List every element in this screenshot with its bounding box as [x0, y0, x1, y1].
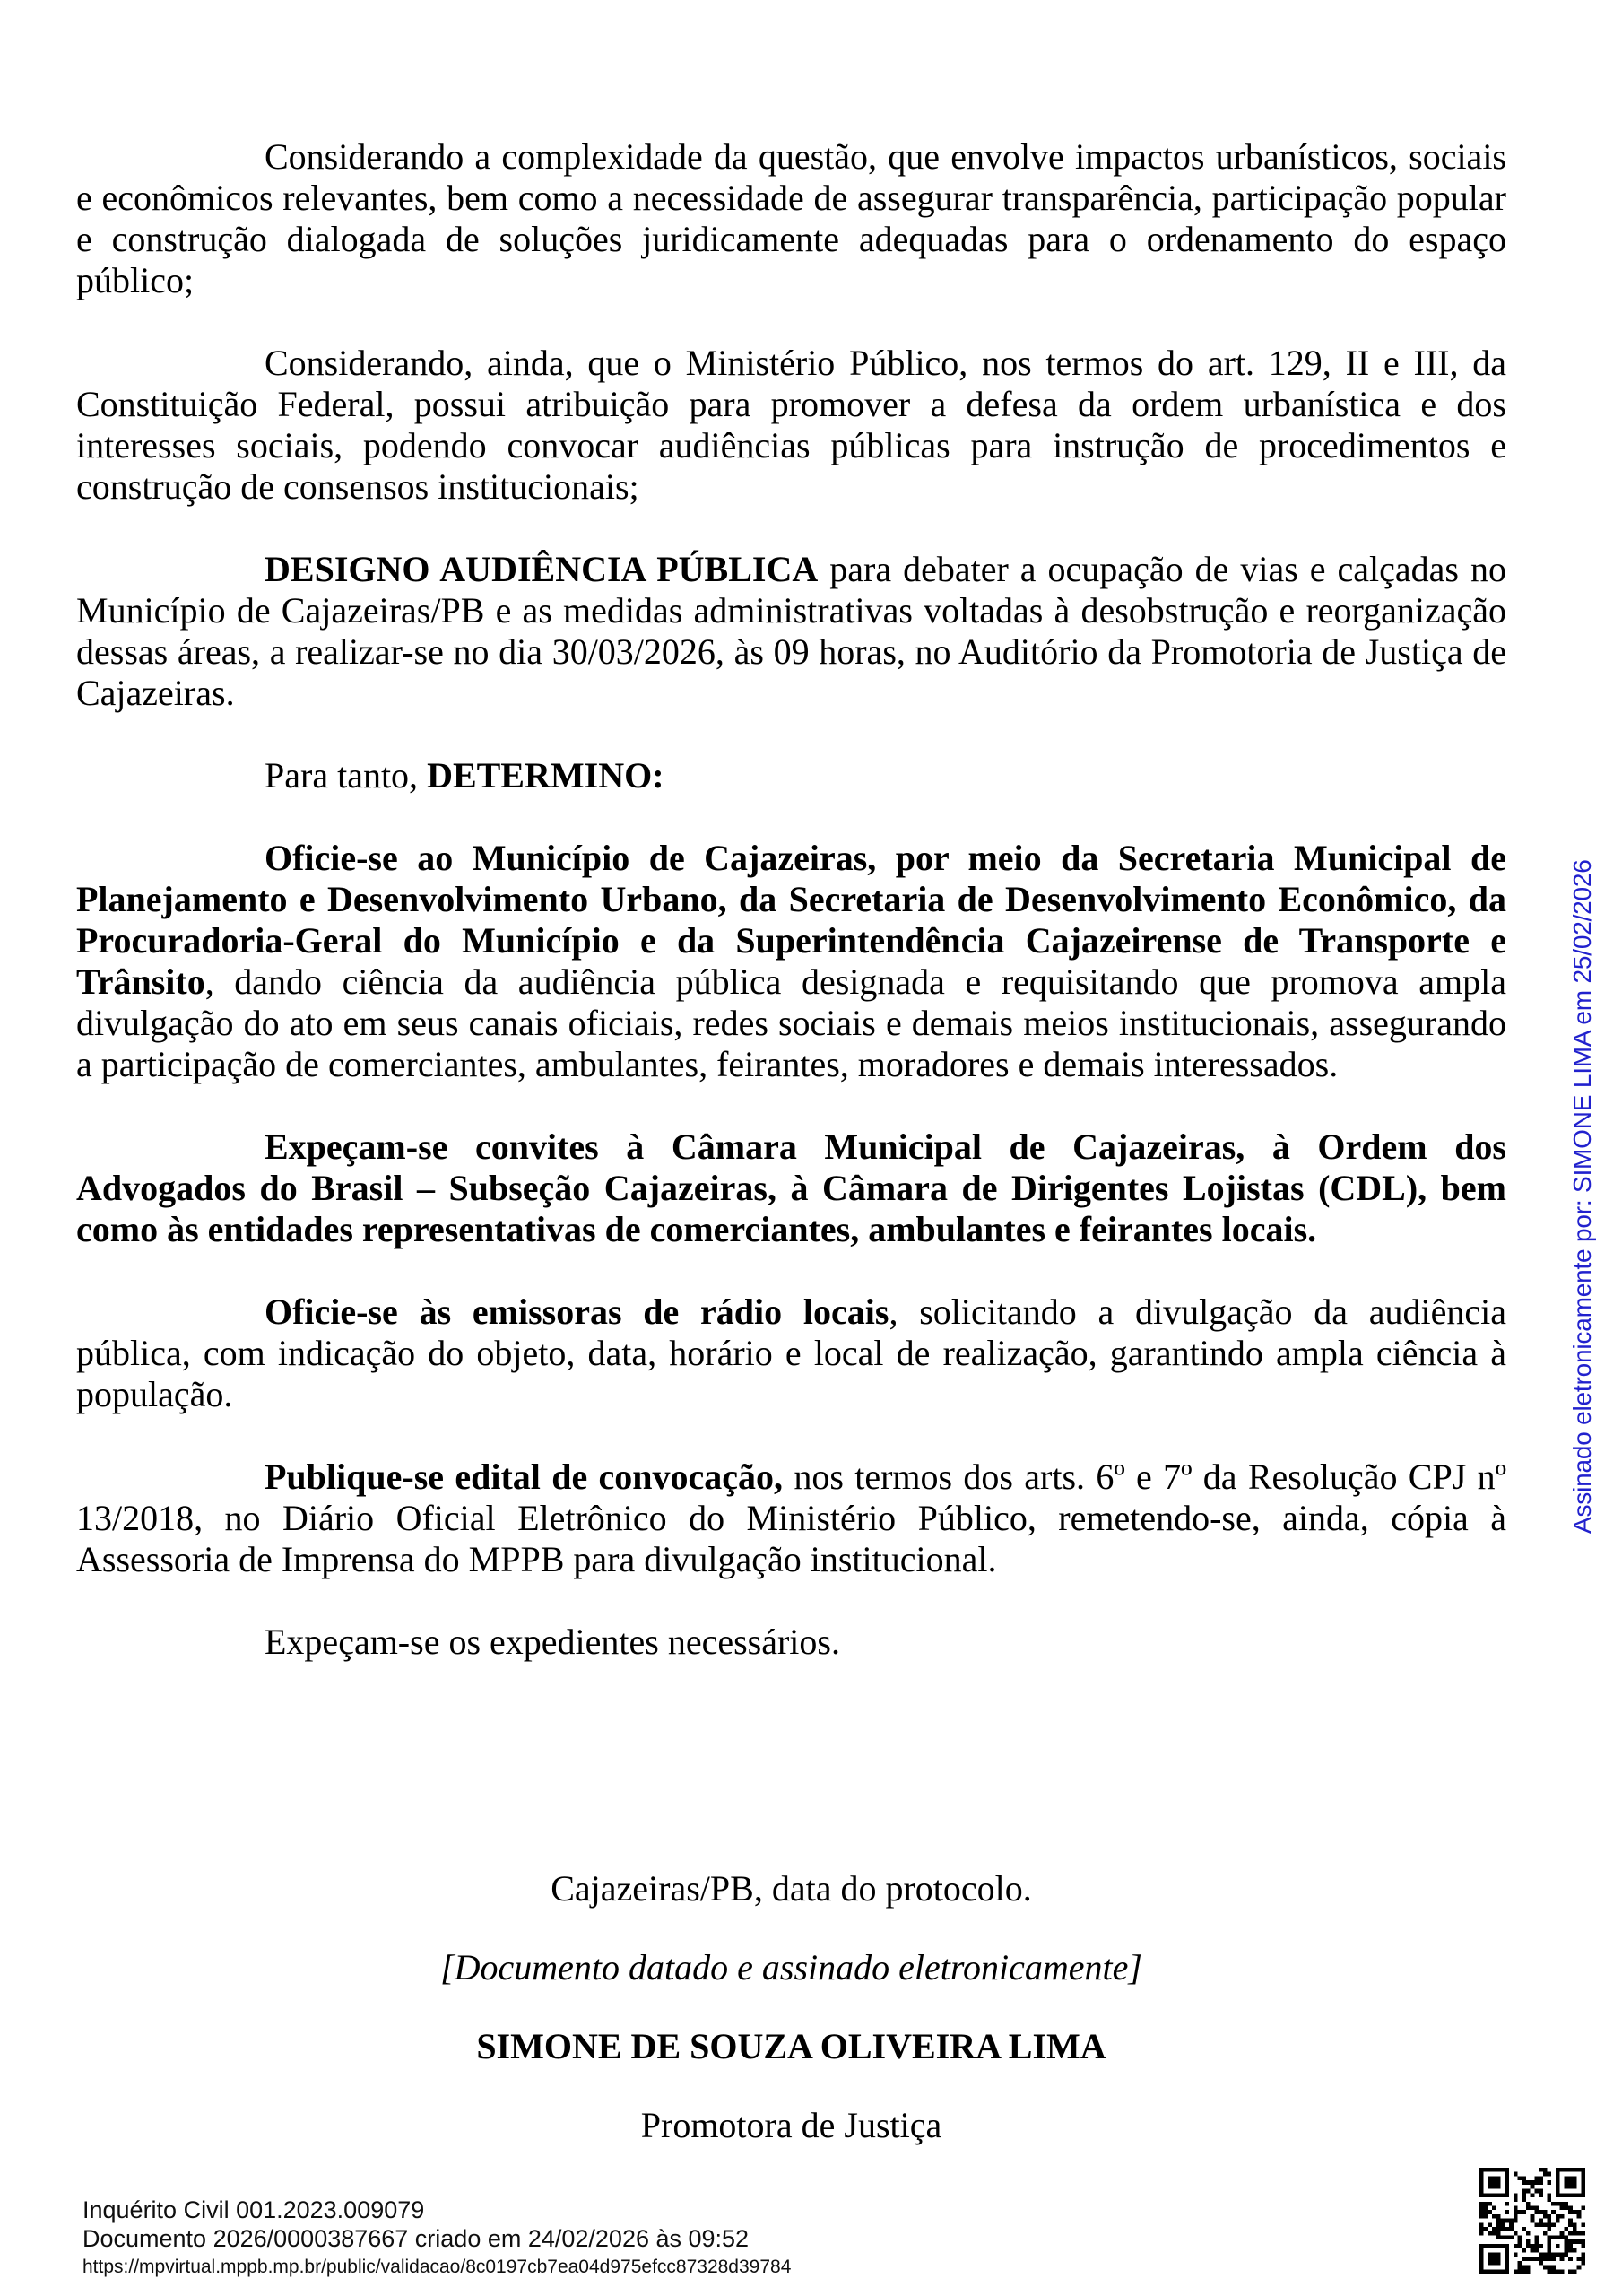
paragraph-oficie-se-radios: [76, 1292, 1506, 1415]
qr-code: [1479, 2168, 1585, 2274]
paragraph-text: Para tanto,: [265, 755, 428, 796]
paragraph-text: para debater a ocupação de vias e calçadas no Município de Cajazeiras/PB e as medidas administrativas voltadas à desobstrução e reorganização dessas áreas, a realizar-se no dia 30/03/2026, às 09 horas, no Auditório da Promotoria de Justiça de Cajazeiras.: [76, 549, 1506, 713]
paragraph-text: Considerando, ainda, que o Ministério Público, nos termos do art. 129, II e III, da Constituição Federal, possui atribuição para promover a defesa da ordem urbanística e dos interesses sociais, podendo convocar audiências públicas para instrução de procedimentos e construção de consensos institucionais;: [76, 343, 1506, 507]
paragraph-oficie-se-municipio: [76, 838, 1506, 1085]
paragraph-text: , solicitando a divulgação da audiência pública, com indicação do objeto, data, horário e local de realização, garantindo ampla ciência à população.: [76, 1292, 1506, 1414]
paragraph-text: nos termos dos arts. 6º e 7º da Resolução CPJ nº 13/2018, no Diário Oficial Eletrônico do Ministério Público, remetendo-se, ainda, cópia à Assessoria de Imprensa do MPPB para divulgação institucional.: [76, 1457, 1507, 1579]
paragraph-text: Considerando a complexidade da questão, que envolve impactos urbanísticos, sociais e econômicos relevantes, bem como a necessidade de assegurar transparência, participação popular e construção dialogada de soluções juridicamente adequadas para o ordenamento do espaço público;: [76, 136, 1506, 300]
footer-document-info: Documento 2026/0000387667 criado em 24/02/2026 às 09:52: [82, 2225, 750, 2252]
electronic-signature-note: [Documento datado e assinado eletronicamente]: [440, 1947, 1142, 1987]
paragraph-text: Expeçam-se os expedientes necessários.: [265, 1622, 840, 1662]
paragraph-text-bold: DETERMINO:: [427, 755, 664, 796]
paragraph-text-bold: Publique-se edital de convocação,: [265, 1457, 784, 1497]
paragraph-text-bold: DESIGNO AUDIÊNCIA PÚBLICA: [265, 549, 819, 589]
paragraph-text-bold: Oficie-se às emissoras de rádio locais: [265, 1292, 889, 1332]
place-date-line: Cajazeiras/PB, data do protocolo.: [551, 1868, 1032, 1909]
paragraph-text-bold: Expeçam-se convites à Câmara Municipal de Cajazeiras, à Ordem dos Advogados do Brasil – Subseção Cajazeiras, à Câmara de Dirigentes Lojistas (CDL), bem como às entidades representativas de comerciantes, ambulantes e feirantes locais.: [76, 1126, 1506, 1249]
footer-validation-url: https://mpvirtual.mppb.mp.br/public/validacao/8c0197cb7ea04d975efcc87328d39784: [82, 2257, 792, 2277]
paragraph-considerando-complexidade: [76, 136, 1506, 301]
paragraph-text-bold: Oficie-se ao Município de Cajazeiras, por meio da Secretaria Municipal de Planejamento e Desenvolvimento Urbano, da Secretaria de Desenvolvimento Econômico, da Procuradoria-Geral do Município e da Superintendência Cajazeirense de Transporte e Trânsito: [76, 838, 1506, 1002]
electronic-signature-stamp: Assinado eletronicamente por: SIMONE LIMA em 25/02/2026: [1568, 859, 1596, 1534]
paragraph-designo-audiencia-publica: [76, 549, 1506, 714]
closing-block: [76, 1868, 1506, 2184]
footer-case-number: Inquérito Civil 001.2023.009079: [82, 2196, 425, 2223]
document-footer: [82, 2196, 791, 2279]
paragraph-considerando-ministerio-publico: [76, 343, 1506, 508]
document-body: [76, 136, 1506, 1704]
signer-role: Promotora de Justiça: [640, 2105, 942, 2145]
signer-name: SIMONE DE SOUZA OLIVEIRA LIMA: [476, 2026, 1106, 2066]
paragraph-expecam-se-convites: [76, 1126, 1506, 1250]
paragraph-para-tanto-determino: [76, 755, 1506, 796]
paragraph-text: , dando ciência da audiência pública designada e requisitando que promova ampla divulgação do ato em seus canais oficiais, redes sociais e demais meios institucionais, assegurando a participação de comerciantes, ambulantes, feirantes, moradores e demais interessados.: [76, 961, 1506, 1084]
paragraph-expecam-se-expedientes: [76, 1622, 1506, 1663]
paragraph-publique-se-edital: [76, 1457, 1506, 1580]
